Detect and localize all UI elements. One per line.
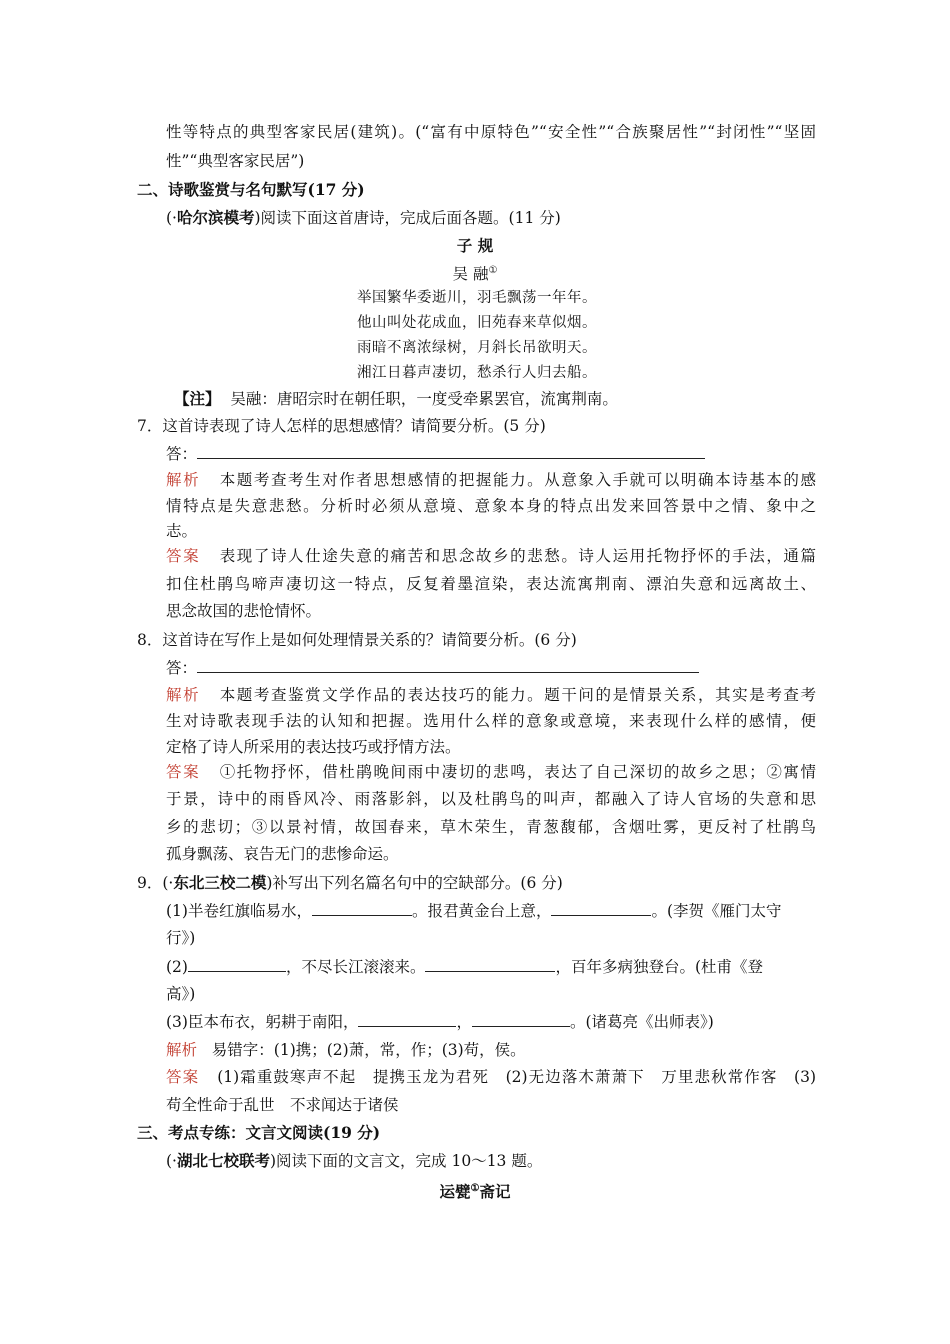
q9-item-1-cont: 行》)	[166, 929, 196, 947]
key-label: 答案	[166, 547, 201, 565]
q7-answer-line	[166, 444, 705, 464]
poem-author	[0, 261, 950, 284]
poem-line: 他山叫处花成血，旧苑春来草似烟。	[357, 315, 597, 331]
q8-analysis-2: 生对诗歌表现手法的认知和把握。选用什么样的意象或意境，来表现什么样的感情，便	[166, 712, 816, 730]
poem-line: 举国繁华委逝川，羽毛飘荡一年年。	[357, 290, 597, 306]
analysis-text: 本题考查鉴赏文学作品的表达技巧的能力。题干问的是情景关系，其实是考查考	[219, 686, 816, 704]
fill-blank	[551, 902, 651, 916]
poem-author-note: ①	[488, 265, 498, 276]
q9-item-2-cont: 高》)	[166, 985, 196, 1003]
item-text: 。报君黄金台上意，	[411, 902, 552, 920]
intro-line-2: 性”“典型客家民居”)	[166, 152, 305, 170]
key-text: (1)霜重鼓寒声不起 提携玉龙为君死 (2)无边落木萧萧下 万里悲秋常作客 (3)	[217, 1068, 816, 1086]
fill-blank	[358, 1013, 456, 1027]
question-8: 8．这首诗在写作上是如何处理情景关系的？请简要分析。(6 分)	[137, 631, 577, 649]
source-name: 哈尔滨模考	[176, 208, 255, 227]
poem-author-name: 吴 融	[452, 265, 489, 284]
analysis-text: 易错字：(1)携；(2)萧，常，作；(3)苟，侯。	[211, 1041, 526, 1059]
note-label: 【注】	[174, 389, 221, 408]
answer-prefix: 答：	[166, 445, 198, 463]
q9-item-1	[166, 901, 782, 921]
q8-key-2: 于景，诗中的雨昏风冷、雨落影斜，以及杜鹃鸟的叫声，都融入了诗人官场的失意和思	[166, 790, 816, 808]
analysis-label: 解析	[166, 686, 201, 704]
q9-item-2	[166, 957, 763, 977]
item-text: (1)半卷红旗临易水，	[166, 902, 312, 920]
section-3-source	[166, 1151, 542, 1171]
q7-analysis-3: 志。	[166, 522, 198, 540]
q9-key-2: 苟全性命于乱世 不求闻达于诸侯	[166, 1096, 399, 1114]
title-note: ①	[470, 1183, 480, 1194]
q7-analysis-2: 情特点是失意悲愁。分析时必须从意境、意象本身的特点出发来回答景中之情、象中之	[166, 497, 816, 515]
q8-key-1	[166, 762, 816, 782]
section-3-heading: 三、考点专练：文言文阅读(19 分)	[137, 1123, 381, 1142]
key-text: ①托物抒怀，借杜鹃晚间雨中凄切的悲鸣，表达了自己深切的故乡之思；②寓情	[219, 763, 816, 781]
q9-key-1	[166, 1067, 816, 1087]
title-part: 运甓	[439, 1182, 471, 1202]
item-text: 。(诸葛亮《出师表》)	[569, 1013, 714, 1031]
q8-answer-line	[166, 658, 699, 678]
q8-analysis-3: 定格了诗人所采用的表达技巧或抒情方法。	[166, 738, 461, 756]
q7-key-2: 扣住杜鹃鸟啼声凄切这一特点，反复着墨渲染，表达流寓荆南、漂泊失意和远离故土、	[166, 575, 816, 593]
fill-blank	[312, 902, 412, 916]
poem-line: 雨暗不离浓绿树，月斜长吊欲明天。	[357, 340, 597, 356]
q8-key-3: 乡的悲切；③以景衬情，故国春来，草木荣生，青葱馥郁，含烟吐雾，更反衬了杜鹃鸟	[166, 818, 816, 836]
q8-key-4: 孤身飘荡、哀告无门的悲惨命运。	[166, 845, 399, 863]
q8-analysis-1	[166, 685, 816, 705]
analysis-label: 解析	[166, 1041, 198, 1059]
section-2-source	[166, 208, 561, 228]
fill-blank	[188, 958, 286, 972]
q9-item-3	[166, 1012, 714, 1032]
key-text: 表现了诗人仕途失意的痛苦和思念故乡的悲愁。诗人运用托物抒怀的手法，通篇	[219, 547, 816, 565]
poem-title: 子 规	[456, 236, 494, 255]
poem-note	[174, 389, 618, 409]
item-text: 。(李贺《雁门太守	[651, 902, 782, 920]
source-open: (·	[166, 209, 177, 227]
passage-title	[0, 1179, 950, 1202]
item-text: ，	[456, 1013, 472, 1031]
fill-blank	[472, 1013, 570, 1027]
section-2-heading: 二、诗歌鉴赏与名句默写(17 分)	[137, 180, 365, 199]
q9-num: 9．(·	[137, 874, 174, 892]
answer-prefix: 答：	[166, 659, 198, 677]
source-rest: )阅读下面的文言文，完成 10～13 题。	[270, 1152, 543, 1170]
fill-blank	[425, 958, 555, 972]
item-text: ，不尽长江滚滚来。	[285, 958, 426, 976]
key-label: 答案	[166, 1068, 200, 1086]
source-name: 湖北七校联考	[176, 1151, 270, 1170]
title-part: 斋记	[479, 1182, 511, 1202]
q7-key-3: 思念故国的悲怆情怀。	[166, 602, 322, 620]
source-open: (·	[166, 1152, 177, 1170]
analysis-text: 本题考查考生对作者思想感情的把握能力。从意象入手就可以明确本诗基本的感	[219, 471, 816, 489]
intro-line-1: 性等特点的典型客家民居(建筑)。(“富有中原特色”“安全性”“合族聚居性”“封闭性”“坚固	[166, 123, 816, 141]
q9-analysis	[166, 1040, 526, 1060]
q9-rest: )补写出下列名篇名句中的空缺部分。(6 分)	[266, 874, 563, 892]
analysis-label: 解析	[166, 471, 201, 489]
q7-key-1	[166, 546, 816, 566]
poem-line: 湘江日暮声凄切，愁杀行人归去船。	[357, 365, 597, 381]
q9-source: 东北三校二模	[173, 873, 267, 892]
question-9	[137, 873, 563, 893]
item-text: (2)	[166, 958, 188, 976]
key-label: 答案	[166, 763, 201, 781]
item-text: (3)臣本布衣，躬耕于南阳，	[166, 1013, 359, 1031]
source-rest: )阅读下面这首唐诗，完成后面各题。(11 分)	[254, 209, 561, 227]
answer-blank	[197, 445, 705, 459]
q7-analysis-1	[166, 470, 816, 490]
question-7: 7．这首诗表现了诗人怎样的思想感情？请简要分析。(5 分)	[137, 417, 546, 435]
item-text: ，百年多病独登台。(杜甫《登	[555, 958, 764, 976]
answer-blank	[197, 659, 699, 673]
note-text: 吴融：唐昭宗时在朝任职，一度受牵累罢官，流寓荆南。	[230, 390, 618, 408]
